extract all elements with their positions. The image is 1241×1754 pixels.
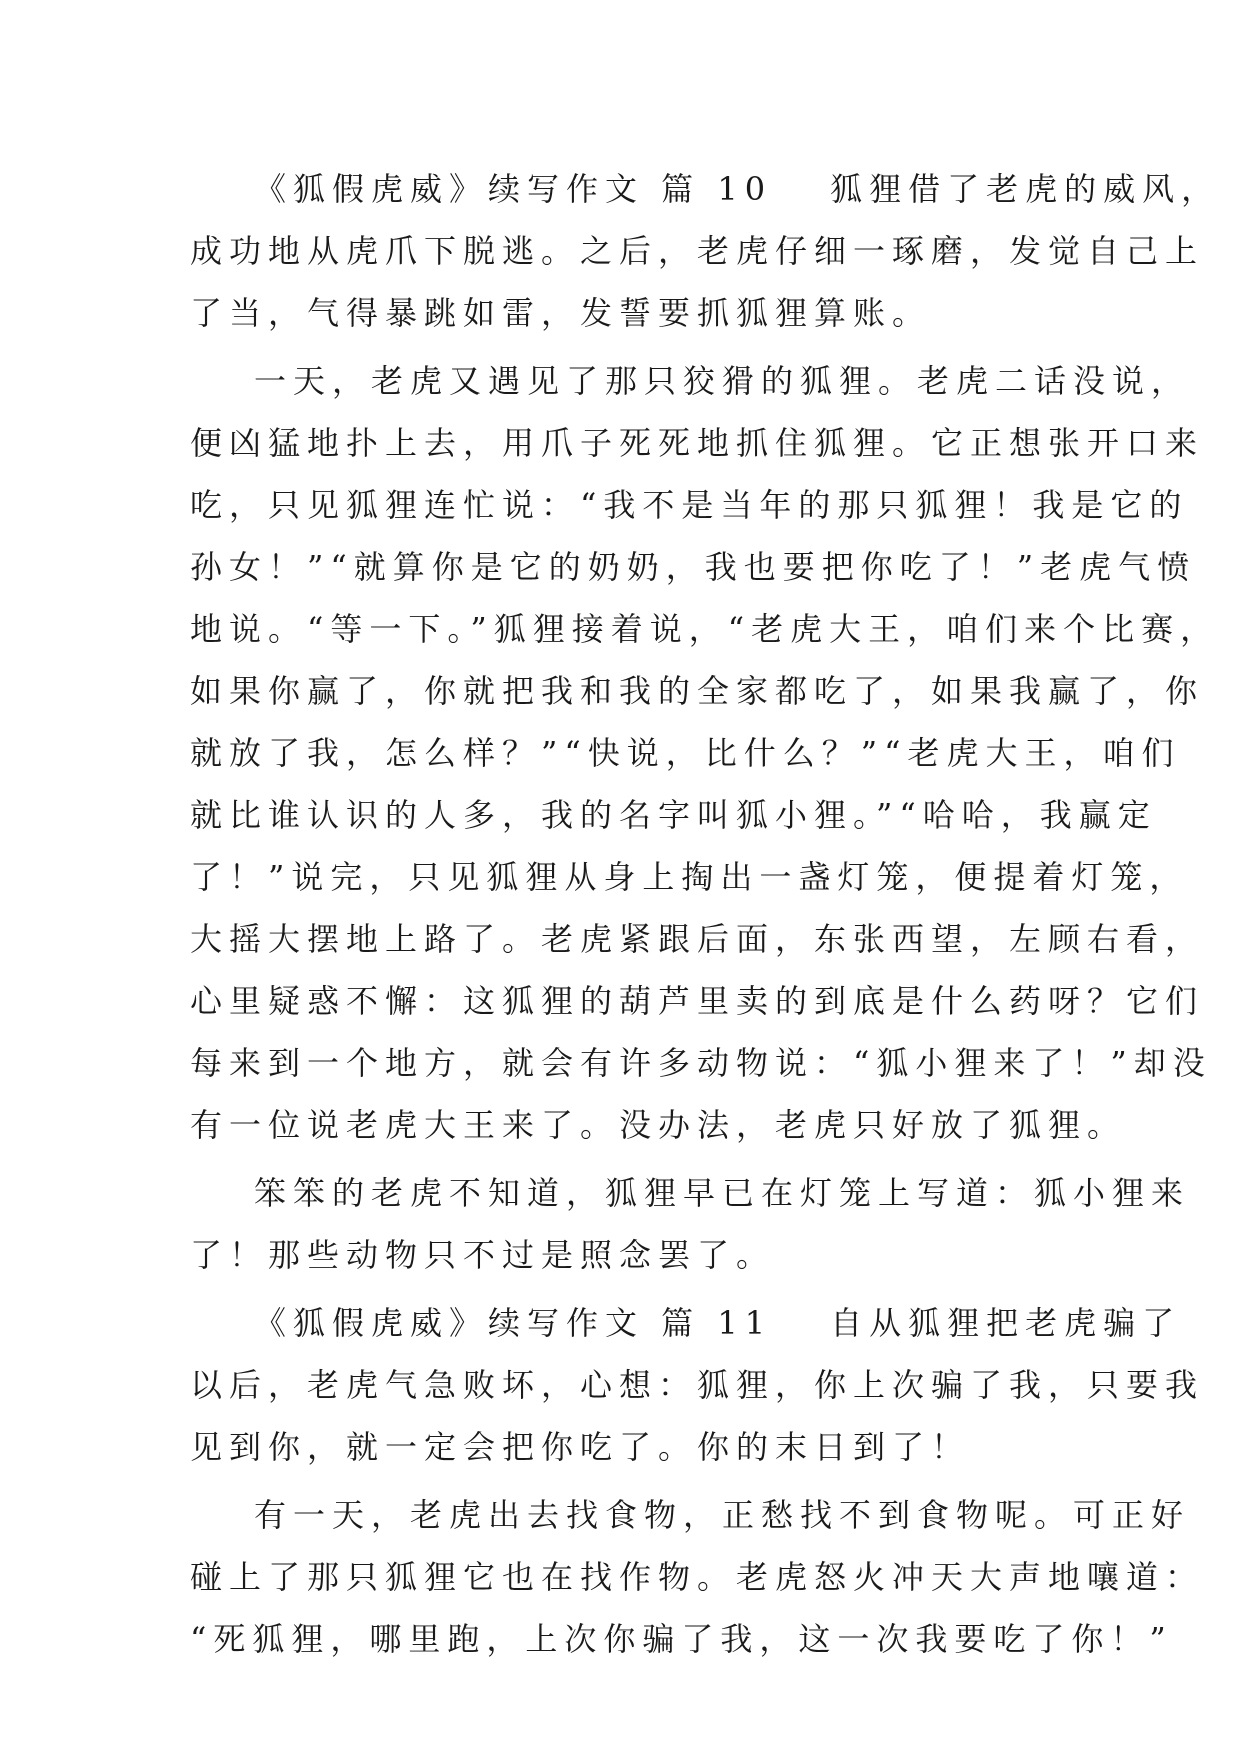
text-line: 大摇大摆地上路了。老虎紧跟后面，东张西望，左顾右看， xyxy=(190,920,1205,958)
text-line: 了！那些动物只不过是照念罢了。 xyxy=(190,1236,776,1274)
text-line: 每来到一个地方，就会有许多动物说：“狐小狸来了！”却没 xyxy=(190,1044,1212,1082)
text-line: 有一位说老虎大王来了。没办法，老虎只好放了狐狸。 xyxy=(190,1106,1127,1144)
text-line: 吃，只见狐狸连忙说：“我不是当年的那只狐狸！我是它的 xyxy=(190,486,1189,524)
essay-text xyxy=(190,158,1221,1670)
text-line: 一天，老虎又遇见了那只狡猾的狐狸。老虎二话没说， xyxy=(254,362,1191,400)
text-line: 了！”说完，只见狐狸从身上掏出一盏灯笼，便提着灯笼， xyxy=(190,858,1189,896)
text-line: 见到你，就一定会把你吃了。你的末日到了！ xyxy=(190,1428,971,1466)
text-line: 地说。“等一下。”狐狸接着说，“老虎大王，咱们来个比赛， xyxy=(190,610,1220,648)
text-line: 如果你赢了，你就把我和我的全家都吃了，如果我赢了，你 xyxy=(190,672,1205,710)
text-line: “死狐狸，哪里跑，上次你骗了我，这一次我要吃了你！” xyxy=(190,1620,1173,1658)
text-line: 孙女！”“就算你是它的奶奶，我也要把你吃了！”老虎气愤 xyxy=(190,548,1197,586)
text-line: 狐狸借了老虎的威风， xyxy=(830,170,1221,208)
text-line: 以后，老虎气急败坏，心想：狐狸，你上次骗了我，只要我 xyxy=(190,1366,1205,1404)
text-line: 碰上了那只狐狸它也在找作物。老虎怒火冲天大声地嚷道： xyxy=(190,1558,1205,1596)
text-line: 就放了我，怎么样？”“快说，比什么？”“老虎大王，咱们 xyxy=(190,734,1181,772)
text-line: 笨笨的老虎不知道，狐狸早已在灯笼上写道：狐小狸来 xyxy=(254,1174,1191,1212)
section-10-first-line xyxy=(190,158,1221,220)
text-line: 心里疑惑不懈：这狐狸的葫芦里卖的到底是什么药呀？它们 xyxy=(190,982,1205,1020)
text-line: 便凶猛地扑上去，用爪子死死地抓住狐狸。它正想张开口来 xyxy=(190,424,1205,462)
text-line: 有一天，老虎出去找食物，正愁找不到食物呢。可正好 xyxy=(254,1496,1191,1534)
text-line: 了当，气得暴跳如雷，发誓要抓狐狸算账。 xyxy=(190,294,932,332)
text-line: 成功地从虎爪下脱逃。之后，老虎仔细一琢磨，发觉自己上 xyxy=(190,232,1205,270)
text-line: 自从狐狸把老虎骗了 xyxy=(830,1304,1182,1342)
section-11-first-line xyxy=(190,1292,1182,1354)
section-11-title: 《狐假虎威》续写作文 篇 11 xyxy=(254,1304,773,1342)
section-10-title: 《狐假虎威》续写作文 篇 10 xyxy=(254,170,773,208)
text-line: 就比谁认识的人多，我的名字叫狐小狸。”“哈哈，我赢定 xyxy=(190,796,1157,834)
